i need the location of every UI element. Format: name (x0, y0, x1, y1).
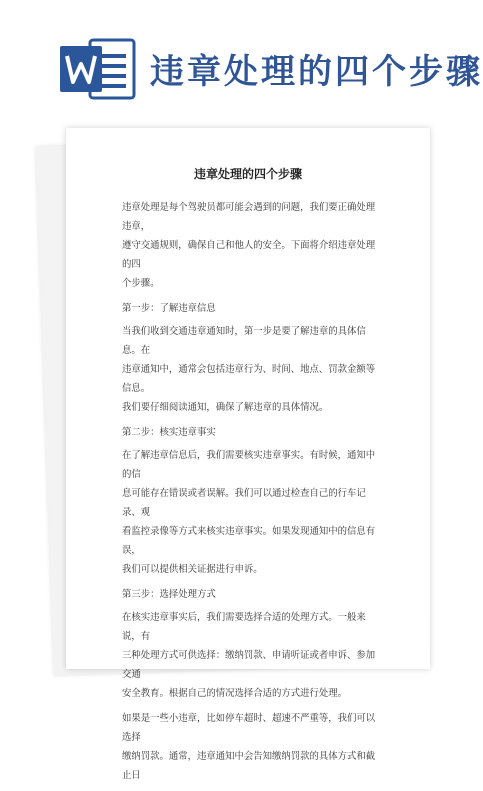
banner (0, 0, 483, 118)
step1-heading: 第一步：了解违章信息 (122, 303, 216, 314)
document-title: 违章处理的四个步骤 (193, 167, 302, 181)
step2-heading: 第二步：核实违章事实 (122, 427, 216, 438)
step3-paragraph: 在核实违章事实后，我们需要选择合适的处理方式。一般来说，有 三种处理方式可供选择：缴纳罚款、申请听证或者申诉、参加交通 安全教育。根据自己的情况选择合适的方式进行处理。 (122, 612, 376, 699)
step2-paragraph: 在了解违章信息后，我们需要核实违章事实。有时候，通知中的信 息可能存在错误或者误解。我们可以通过检查自己的行车记录、观 看监控录像等方式来核实违章事实。如果发现通知中的信息有误， 我们可以提供相关证据进行申诉。 (122, 450, 376, 575)
step3-continuation-paragraph: 如果是一些小违章，比如停车超时、超速不严重等，我们可以选择 缴纳罚款。通常，违章通知中会告知缴纳罚款的具体方式和截止日 (122, 713, 376, 781)
document-page (66, 128, 430, 781)
intro-paragraph: 违章处理是每个驾驶员都可能会遇到的问题，我们要正确处理违章， 遵守交通规则，确保自己和他人的安全。下面将介绍违章处理的四 个步骤。 (122, 202, 376, 289)
word-document-icon (60, 40, 134, 98)
banner-title: 违章处理的四个步骤 (150, 52, 483, 92)
document-body (122, 198, 384, 791)
step1-paragraph: 当我们收到交通违章通知时，第一步是要了解违章的具体信息。在 违章通知中，通常会包括违章行为、时间、地点、罚款金额等信息。 我们要仔细阅读通知，确保了解违章的具体情况。 (122, 326, 376, 413)
step3-heading: 第三步：选择处理方式 (122, 589, 216, 600)
